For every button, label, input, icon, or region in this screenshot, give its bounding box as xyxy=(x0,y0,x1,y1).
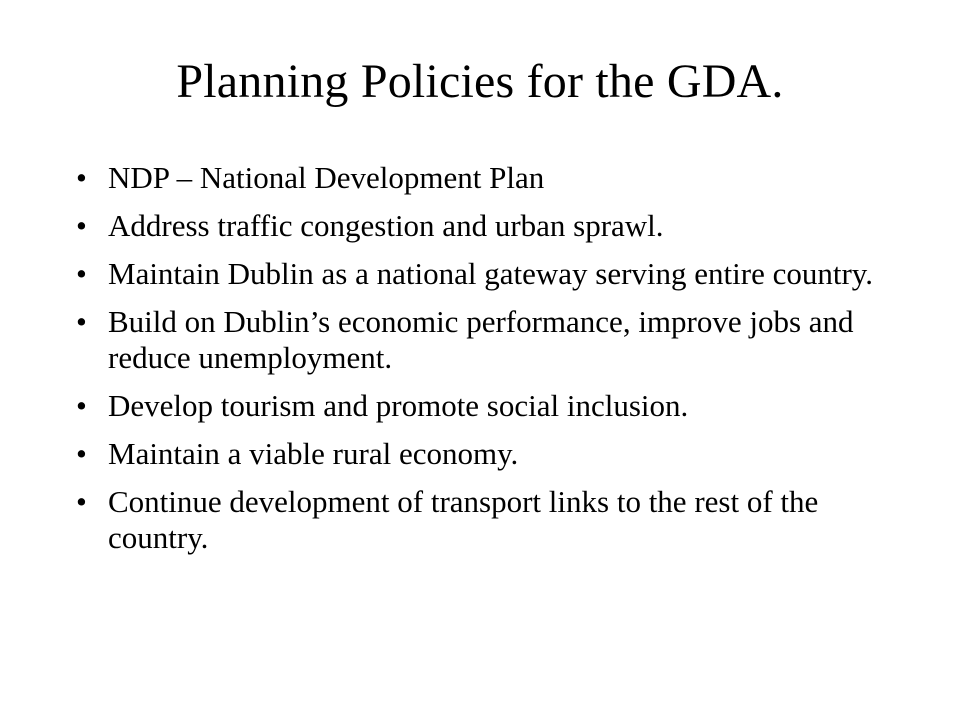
bullet-text: Continue development of transport links to the rest of the country. xyxy=(108,484,819,555)
bullet-marker-icon: • xyxy=(76,436,87,471)
bullet-text: Maintain a viable rural economy. xyxy=(108,436,519,471)
bullet-item-tourism xyxy=(72,388,912,424)
bullet-text: Maintain Dublin as a national gateway serving entire country. xyxy=(108,256,874,291)
bullet-item-ndp xyxy=(72,160,912,196)
bullet-list xyxy=(72,160,912,568)
bullet-marker-icon: • xyxy=(76,160,87,195)
bullet-text: Build on Dublin’s economic performance, improve jobs and reduce unemployment. xyxy=(108,304,854,375)
bullet-item-economy xyxy=(72,304,912,376)
bullet-marker-icon: • xyxy=(76,256,87,291)
bullet-item-traffic xyxy=(72,208,912,244)
bullet-marker-icon: • xyxy=(76,388,87,423)
bullet-item-gateway xyxy=(72,256,912,292)
bullet-item-transport xyxy=(72,484,912,556)
bullet-marker-icon: • xyxy=(76,304,87,339)
bullet-marker-icon: • xyxy=(76,484,87,519)
bullet-text: Address traffic congestion and urban sprawl. xyxy=(108,208,664,243)
bullet-text: NDP – National Development Plan xyxy=(108,160,545,195)
bullet-marker-icon: • xyxy=(76,208,87,243)
bullet-item-rural xyxy=(72,436,912,472)
bullet-text: Develop tourism and promote social inclusion. xyxy=(108,388,689,423)
slide-title: Planning Policies for the GDA. xyxy=(176,55,784,108)
